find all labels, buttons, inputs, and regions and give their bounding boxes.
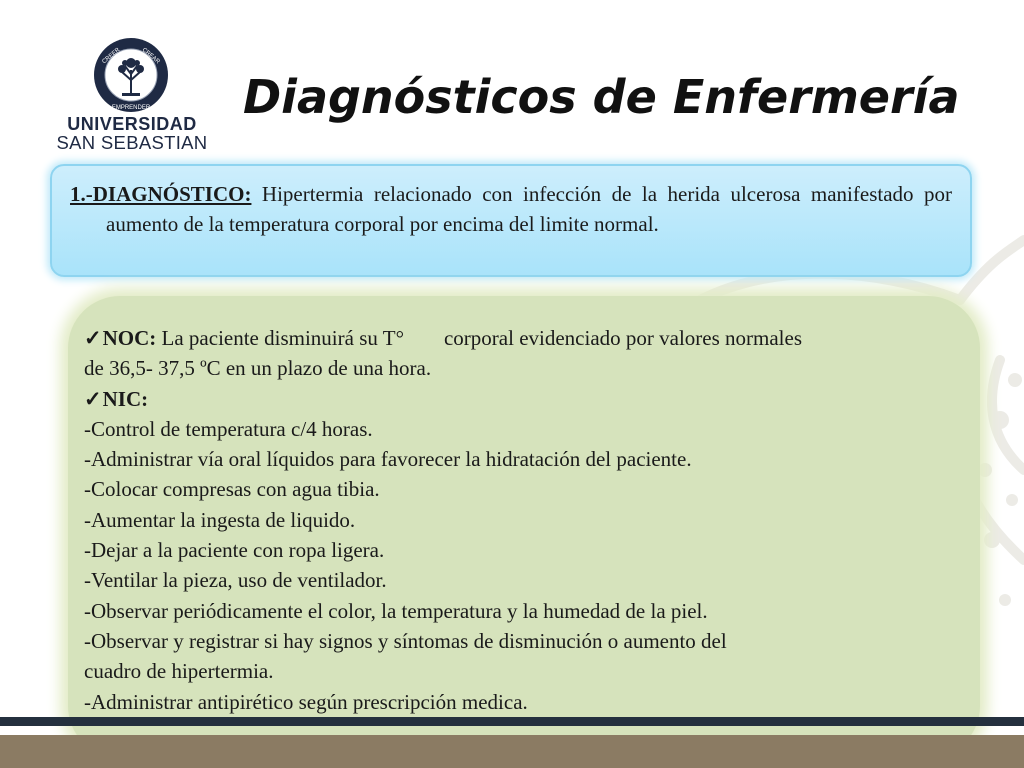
check-mark-icon: ✓	[84, 386, 102, 411]
intervention-item: -Administrar vía oral líquidos para favorecer la hidratación del paciente.	[84, 447, 692, 472]
logo-campus-text: SAN SEBASTIAN	[56, 132, 208, 153]
intervention-item: -Control de temperatura c/4 horas.	[84, 416, 373, 441]
intervention-item: -Ventilar la pieza, uso de ventilador.	[84, 568, 387, 593]
tree-seal-icon	[92, 36, 170, 114]
diagnosis-label: 1.-DIAGNÓSTICO:	[70, 182, 252, 206]
intervention-item: -Observar y registrar si hay signos y síntomas de disminución o aumento del	[84, 628, 727, 653]
footer-dark-bar	[0, 717, 1024, 726]
noc-text-a: La paciente disminuirá su T°	[156, 326, 404, 350]
seal-word-1: CREER	[101, 47, 122, 66]
noc-line-2: de 36,5- 37,5 ºC en un plazo de una hora.	[84, 356, 432, 381]
intervention-item-continued: cuadro de hipertermia.	[84, 659, 274, 684]
nic-heading	[84, 384, 956, 414]
diagnosis-box	[50, 164, 972, 277]
noc-label: NOC:	[102, 326, 157, 350]
intervention-item: -Dejar a la paciente con ropa ligera.	[84, 538, 385, 563]
seal-word-2: CREAR	[140, 47, 161, 66]
diagnosis-text: Hipertermia relacionado con infección de la herida ulcerosa manifestado por aumento de la temperatura corporal por encima del limite normal.	[106, 182, 952, 236]
nic-label: NIC:	[102, 386, 149, 411]
noc-line-1	[84, 323, 956, 353]
intervention-item: -Colocar compresas con agua tibia.	[84, 477, 380, 502]
intervention-item: -Aumentar la ingesta de liquido.	[84, 507, 356, 532]
footer-tan-bar	[0, 735, 1024, 768]
slide-title: Diagnósticos de Enfermería	[243, 70, 960, 124]
intervention-item: -Administrar antipirético según prescripción medica.	[84, 689, 528, 714]
intervention-item: -Observar periódicamente el color, la temperatura y la humedad de la piel.	[84, 598, 708, 623]
logo-university-text: UNIVERSIDAD	[67, 114, 197, 134]
university-logo	[46, 34, 218, 152]
care-plan-box	[68, 296, 980, 758]
diagnosis-paragraph	[70, 179, 952, 239]
check-mark-icon: ✓	[84, 326, 102, 350]
seal-word-3: EMPRENDER	[111, 105, 151, 111]
noc-text-b: corporal evidenciado por valores normales	[443, 326, 803, 350]
